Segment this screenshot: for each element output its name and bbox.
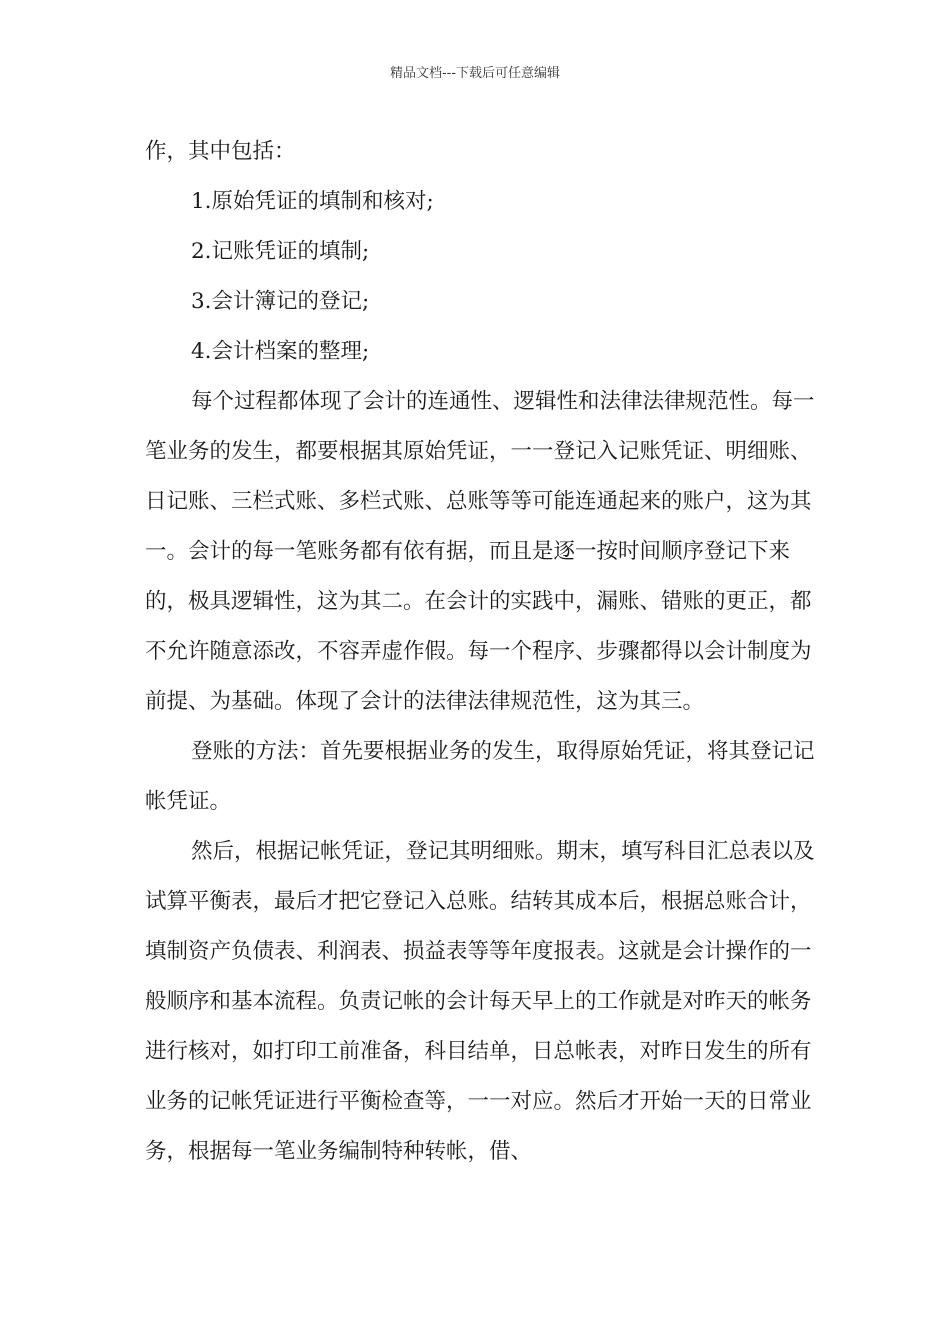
document-body bbox=[145, 127, 825, 1177]
list-item-4: 4.会计档案的整理; bbox=[191, 339, 370, 364]
paragraph-posting-method: 登账的方法：首先要根据业务的发生，取得原始凭证，将其登记记帐凭证。 bbox=[145, 739, 815, 814]
list-item-1: 1.原始凭证的填制和核对; bbox=[191, 189, 434, 214]
page-header-watermark: 精品文档---下载后可任意编辑 bbox=[389, 66, 561, 81]
list-item-3: 3.会计簿记的登记; bbox=[191, 289, 370, 314]
list-item-2: 2.记账凭证的填制; bbox=[191, 239, 370, 264]
paragraph-procedure: 然后，根据记帐凭证，登记其明细账。期末，填写科目汇总表以及试算平衡表，最后才把它登记入总账。结转其成本后，根据总账合计，填制资产负债表、利润表、损益表等等年度报表。这就是会计操作的一般顺序和基本流程。负责记帐的会计每天早上的工作就是对昨天的帐务进行核对，如打印工前准备，科目结单，日总帐表，对昨日发生的所有业务的记帐凭证进行平衡检查等，一一对应。然后才开始一天的日常业务，根据每一笔业务编制特种转帐，借、 bbox=[145, 839, 815, 1164]
paragraph-process-principles: 每个过程都体现了会计的连通性、逻辑性和法律法律规范性。每一笔业务的发生，都要根据其原始凭证，一一登记入记账凭证、明细账、日记账、三栏式账、多栏式账、总账等等可能连通起来的账户，这为其一。会计的每一笔账务都有依有据，而且是逐一按时间顺序登记下来的，极具逻辑性，这为其二。在会计的实践中，漏账、错账的更正，都不允许随意添改，不容弄虚作假。每一个程序、步骤都得以会计制度为前提、为基础。体现了会计的法律法律规范性，这为其三。 bbox=[145, 389, 815, 714]
intro-line: 作，其中包括： bbox=[145, 139, 296, 164]
